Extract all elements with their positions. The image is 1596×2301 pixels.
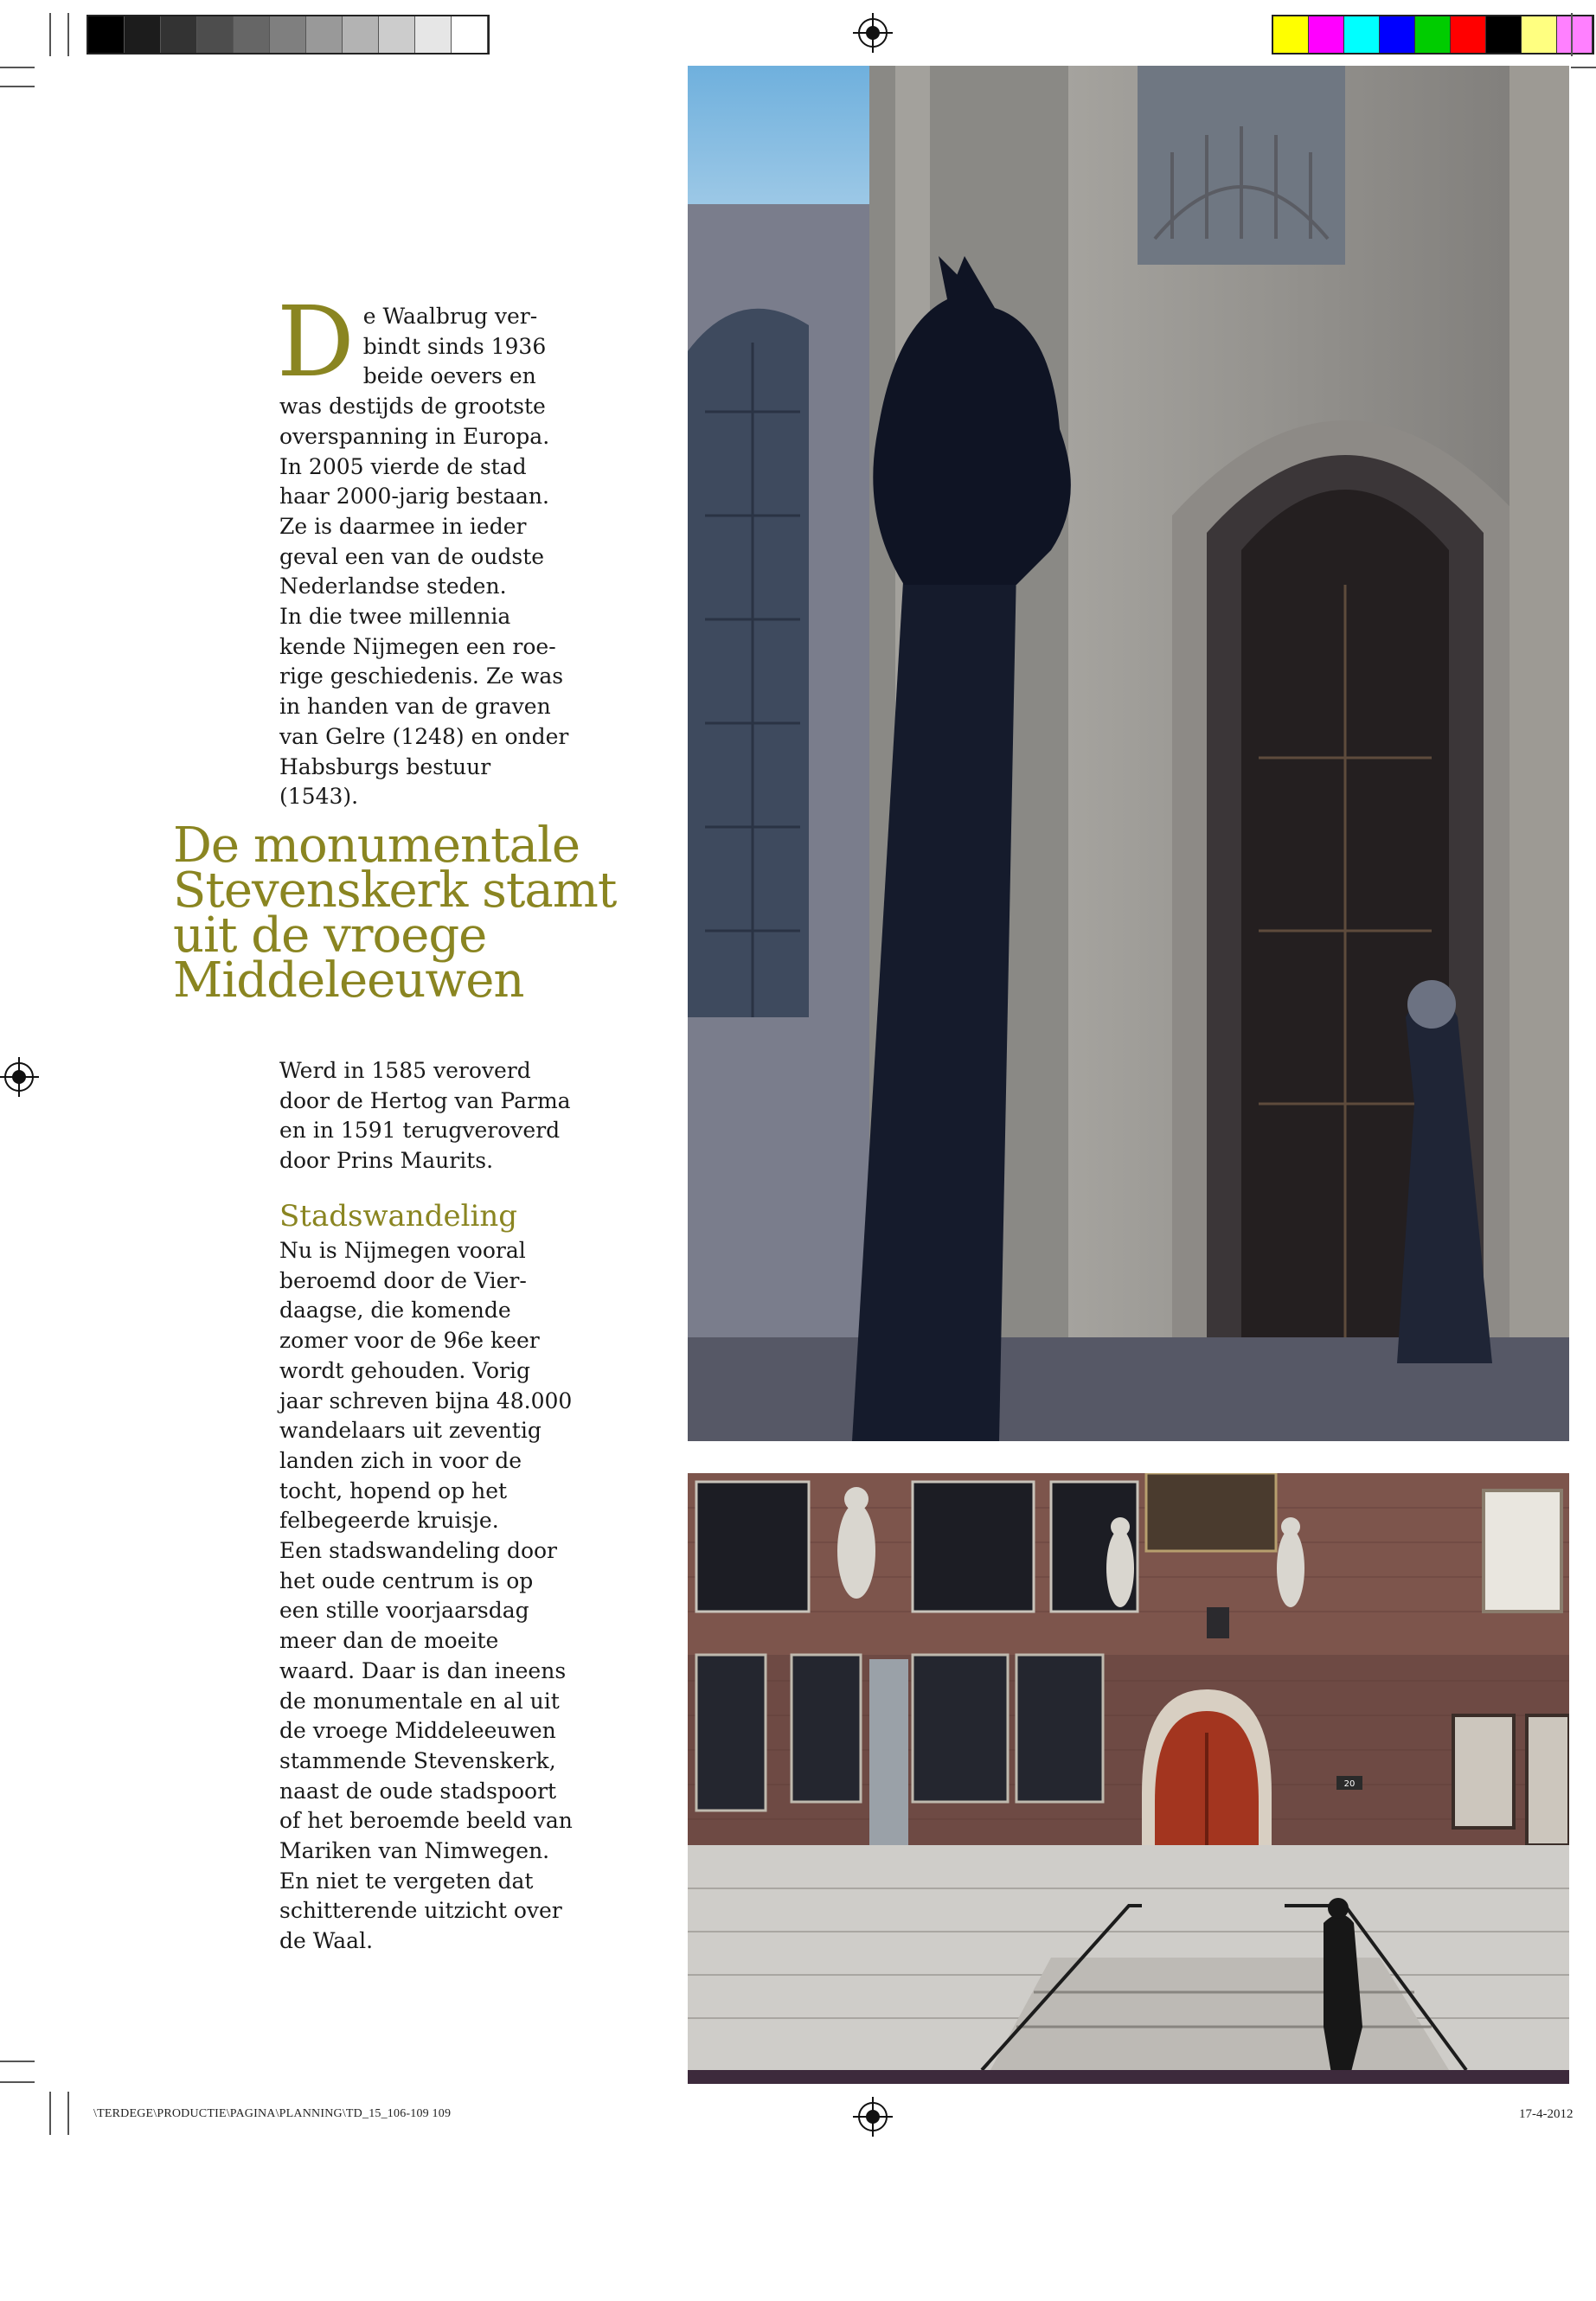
text-line: In die twee millennia bbox=[279, 604, 511, 630]
text-line: de Waal. bbox=[279, 1928, 374, 1954]
text-line: Mariken van Nimwegen. bbox=[279, 1838, 550, 1864]
color-calibration-strip bbox=[1272, 15, 1594, 54]
color-swatch bbox=[161, 16, 197, 53]
text-line: Nu is Nijmegen vooral bbox=[279, 1238, 526, 1263]
grayscale-calibration-strip bbox=[87, 15, 490, 54]
color-swatch bbox=[1557, 16, 1593, 53]
crop-mark bbox=[49, 2092, 51, 2135]
text-line: bindt sinds 1936 bbox=[362, 333, 547, 359]
color-swatch bbox=[1415, 16, 1451, 53]
photo-town-hall-entrance bbox=[688, 1473, 1569, 2084]
text-line: de monumentale en al uit bbox=[279, 1688, 560, 1714]
footer-date: 17-4-2012 bbox=[1519, 2107, 1574, 2121]
text-line: Werd in 1585 veroverd bbox=[279, 1058, 531, 1083]
text-line: In 2005 vierde de stad bbox=[279, 453, 527, 479]
color-swatch bbox=[1309, 16, 1344, 53]
crop-mark bbox=[1571, 13, 1573, 56]
text-line: waard. Daar is dan ineens bbox=[279, 1657, 567, 1683]
text-line: zomer voor de 96e keer bbox=[279, 1328, 540, 1354]
intro-paragraph bbox=[277, 286, 574, 812]
crop-mark bbox=[0, 2061, 35, 2062]
color-swatch bbox=[415, 16, 452, 53]
stadswandeling-paragraph bbox=[279, 1236, 574, 1957]
text-line: was destijds de grootste bbox=[279, 394, 546, 420]
color-swatch bbox=[234, 16, 270, 53]
text-line: haar 2000-jarig bestaan. bbox=[279, 484, 549, 510]
history-paragraph bbox=[279, 1056, 574, 1176]
footer-file-path: \TERDEGE\PRODUCTIE\PAGINA\PLANNING\TD_15_106-109 109 bbox=[93, 2107, 452, 2120]
headline-line: Stevenskerk stamt bbox=[173, 862, 617, 919]
drop-cap: D bbox=[277, 286, 355, 399]
text-line: beroemd door de Vier- bbox=[279, 1267, 527, 1293]
color-swatch bbox=[452, 16, 488, 53]
text-line: en in 1591 terugveroverd bbox=[279, 1118, 561, 1144]
text-line: kende Nijmegen een roe- bbox=[279, 633, 556, 659]
color-swatch bbox=[1344, 16, 1380, 53]
color-swatch bbox=[1522, 16, 1557, 53]
text-line: het oude centrum is op bbox=[279, 1567, 534, 1593]
text-line: Habsburgs bestuur (1543). bbox=[279, 753, 491, 810]
text-line: jaar schreven bijna 48.000 bbox=[279, 1388, 573, 1413]
crop-mark bbox=[49, 13, 51, 56]
text-line: Een stadswandeling door bbox=[279, 1538, 558, 1564]
color-swatch bbox=[88, 16, 125, 53]
text-line: stammende Stevenskerk, bbox=[279, 1747, 556, 1773]
text-line: of het beroemde beeld van bbox=[279, 1808, 573, 1834]
color-swatch bbox=[1273, 16, 1309, 53]
photo-stevenskerk-statue bbox=[688, 66, 1569, 1441]
text-line: een stille voorjaarsdag bbox=[279, 1598, 529, 1624]
stevenskerk-photo-drawing bbox=[688, 66, 1569, 1441]
text-line: En niet te vergeten dat bbox=[279, 1868, 534, 1894]
color-swatch bbox=[343, 16, 379, 53]
registration-mark-icon bbox=[858, 18, 888, 48]
text-line: e Waalbrug ver- bbox=[362, 304, 538, 329]
color-swatch bbox=[379, 16, 415, 53]
color-swatch bbox=[1486, 16, 1522, 53]
color-swatch bbox=[197, 16, 234, 53]
text-line: wordt gehouden. Vorig bbox=[279, 1357, 531, 1383]
house-number-sign: 20 bbox=[1343, 1779, 1356, 1789]
text-line: Ze is daarmee in ieder bbox=[279, 513, 527, 539]
text-line: naast de oude stadspoort bbox=[279, 1778, 557, 1804]
text-line: in handen van de graven bbox=[279, 694, 551, 720]
crop-mark bbox=[67, 13, 69, 56]
text-line: Nederlandse steden. bbox=[279, 574, 507, 599]
text-line: de vroege Middeleeuwen bbox=[279, 1718, 556, 1744]
crop-mark bbox=[0, 67, 35, 68]
color-swatch bbox=[270, 16, 306, 53]
text-line: door Prins Maurits. bbox=[279, 1148, 494, 1174]
crop-mark bbox=[0, 86, 35, 87]
crop-mark bbox=[67, 2092, 69, 2135]
pull-quote-headline bbox=[173, 817, 657, 1009]
registration-mark-icon bbox=[858, 2102, 888, 2131]
text-line: overspanning in Europa. bbox=[279, 423, 550, 449]
headline-line: Middeleeuwen bbox=[173, 952, 524, 1009]
color-swatch bbox=[1451, 16, 1486, 53]
text-line: door de Hertog van Parma bbox=[279, 1087, 571, 1113]
text-line: beide oevers en bbox=[362, 363, 536, 389]
text-line: felbegeerde kruisje. bbox=[279, 1508, 499, 1534]
color-swatch bbox=[306, 16, 343, 53]
text-line: rige geschiedenis. Ze was bbox=[279, 663, 564, 689]
color-swatch bbox=[125, 16, 161, 53]
text-line: landen zich in voor de bbox=[279, 1447, 522, 1473]
text-line: daagse, die komende bbox=[279, 1298, 511, 1324]
crop-mark bbox=[1571, 67, 1596, 68]
section-subheading: Stadswandeling bbox=[279, 1199, 518, 1234]
color-swatch bbox=[1380, 16, 1415, 53]
text-line: schitterende uitzicht over bbox=[279, 1898, 562, 1924]
text-line: meer dan de moeite bbox=[279, 1628, 499, 1654]
text-line: wandelaars uit zeventig bbox=[279, 1418, 542, 1444]
crop-mark bbox=[0, 2081, 35, 2083]
headline-line: uit de vroege bbox=[173, 907, 487, 964]
registration-mark-icon bbox=[4, 1062, 34, 1092]
headline-line: De monumentale bbox=[173, 817, 580, 874]
text-line: van Gelre (1248) en onder bbox=[279, 723, 569, 749]
town-hall-photo-drawing bbox=[688, 1473, 1569, 2084]
text-line: geval een van de oudste bbox=[279, 543, 545, 569]
text-line: tocht, hopend op het bbox=[279, 1477, 508, 1503]
